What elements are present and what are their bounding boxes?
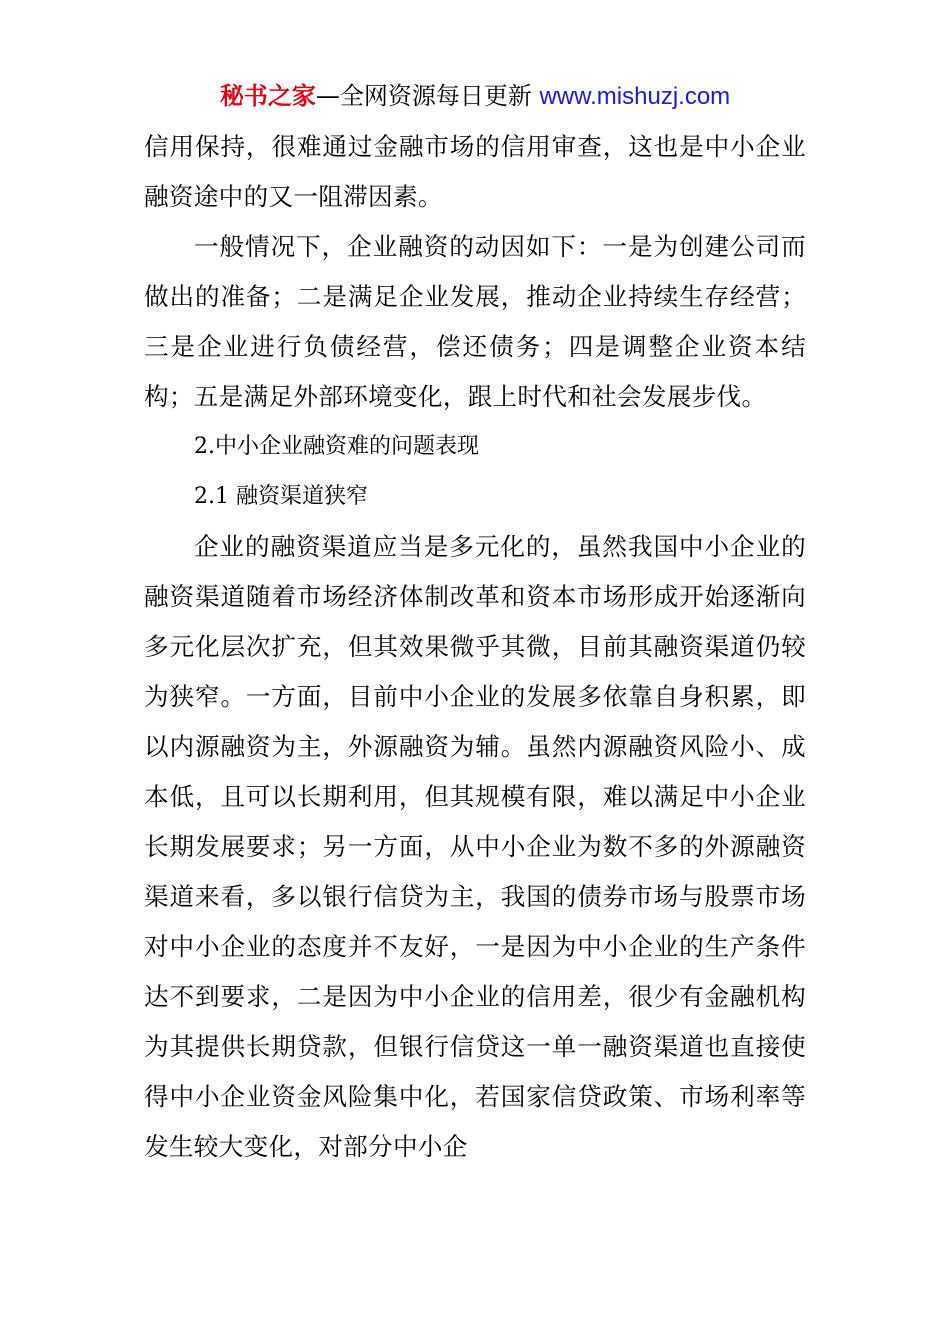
site-header <box>0 80 950 113</box>
document-body <box>144 122 806 1172</box>
section-heading: 2.中小企业融资难的问题表现 <box>194 434 479 459</box>
site-brand: 秘书之家 <box>219 82 316 110</box>
site-url-link[interactable]: www.mishuzj.com <box>539 83 731 110</box>
paragraph-financing-motives: 一般情况下，企业融资的动因如下：一是为创建公司而做出的准备；二是满足企业发展，推动企业持续生存经营；三是企业进行负债经营，偿还债务；四是调整企业资本结构；五是满足外部环境变化，跟上时代和社会发展步伐。 <box>144 232 806 411</box>
subsection-heading: 2.1 融资渠道狭窄 <box>194 484 368 509</box>
paragraph-continuation: 信用保持，很难通过金融市场的信用审查，这也是中小企业融资途中的又一阻滞因素。 <box>144 132 806 211</box>
paragraph-financing-channels: 企业的融资渠道应当是多元化的，虽然我国中小企业的融资渠道随着市场经济体制改革和资本市场形成开始逐渐向多元化层次扩充，但其效果微乎其微，目前其融资渠道仍较为狭窄。一方面，目前中小企业的发展多依靠自身积累，即以内源融资为主，外源融资为辅。虽然内源融资风险小、成本低，且可以长期利用，但其规模有限，难以满足中小企业长期发展要求；另一方面，从中小企业为数不多的外源融资渠道来看，多以银行信贷为主，我国的债券市场与股票市场对中小企业的态度并不友好，一是因为中小企业的生产条件达不到要求，二是因为中小企业的信用差，很少有金融机构为其提供长期贷款，但银行信贷这一单一融资渠道也直接使得中小企业资金风险集中化，若国家信贷政策、市场利率等发生较大变化，对部分中小企 <box>144 532 806 1161</box>
site-tagline: —全网资源每日更新 <box>315 82 540 110</box>
